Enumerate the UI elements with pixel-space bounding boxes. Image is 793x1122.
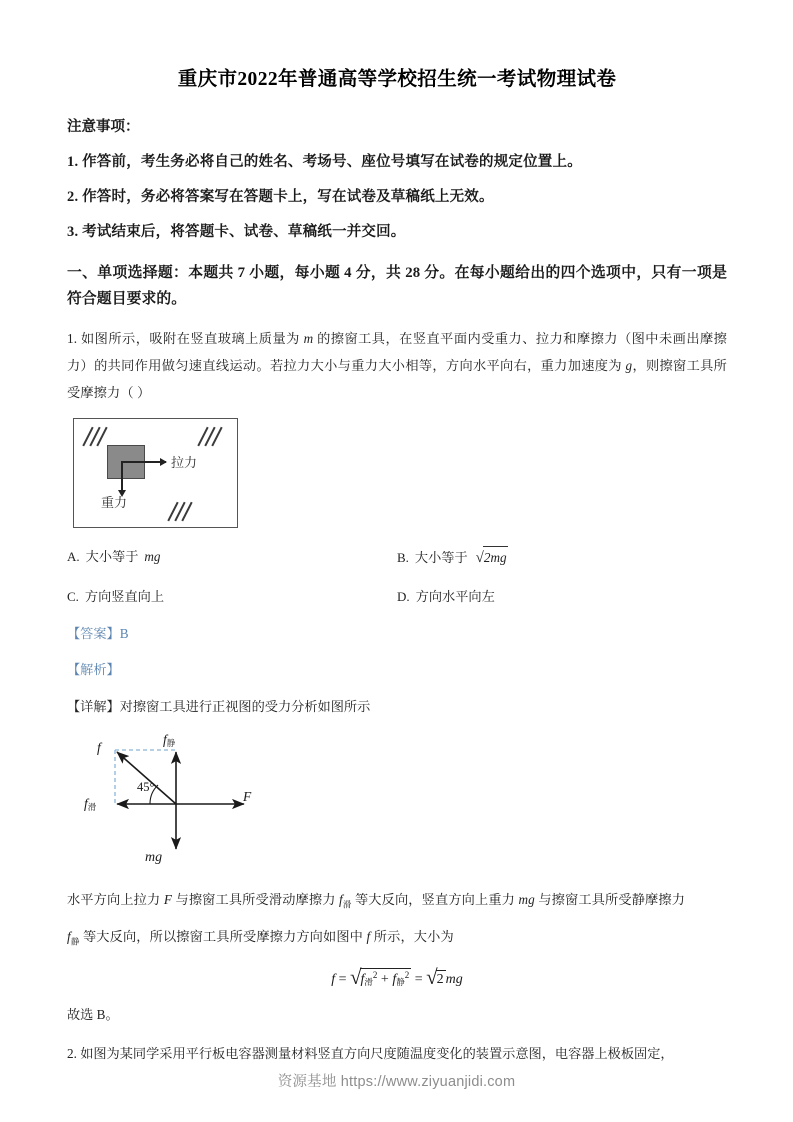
- detail-line: [67, 696, 727, 717]
- question-1-stem-part2: 的擦窗工具，在竖直平面内受重力、拉力和摩擦力（图中未画出摩擦力）的共同作用做匀速直线运动。若拉力大小与重力大小相等，方向水平向右，重力加速度为: [67, 331, 728, 373]
- option-row-cd: [67, 586, 727, 608]
- formula-term-2-sub: 静: [396, 977, 405, 987]
- sqrt-icon-rhs: [426, 965, 446, 989]
- exp-t3: 等大反向，竖直方向上重力: [354, 892, 516, 908]
- sqrt-icon-b: [474, 546, 508, 570]
- option-c-key: C.: [67, 589, 79, 605]
- exp2-f: f: [67, 929, 71, 945]
- exp-t4: 与擦窗工具所受静摩擦力: [538, 892, 686, 908]
- formula-lhs: f: [331, 972, 336, 987]
- radical-glyph-3: √: [426, 965, 438, 989]
- answer-label: 【答案】: [67, 626, 120, 642]
- option-b-label: 大小等于: [414, 550, 468, 566]
- option-a[interactable]: [67, 546, 397, 570]
- static-friction-symbol: f: [163, 732, 167, 748]
- detail-label: 【详解】: [67, 699, 120, 715]
- question-1-stem: [67, 326, 727, 406]
- option-a-math: mg: [144, 549, 161, 565]
- notice-item-1: 1. 作答前，考生务必将自己的姓名、考场号、座位号填写在试卷的规定位置上。: [67, 154, 582, 171]
- radical-glyph-2: √: [349, 965, 362, 989]
- resultant-friction-arrow: [117, 752, 176, 804]
- notice-item-2: 2. 作答时，务必将答案写在答题卡上，写在试卷及草稿纸上无效。: [67, 188, 494, 205]
- footer-watermark: 资源基地 https://www.ziyuanjidi.com: [277, 1074, 516, 1090]
- static-friction-label: [163, 732, 175, 749]
- option-b[interactable]: [397, 546, 727, 570]
- exp2-t2: 所示，大小为: [373, 929, 454, 945]
- explanation-paragraph-1: [67, 887, 727, 914]
- force-analysis-figure: [81, 727, 331, 877]
- question-2-stem: 2. 如图为某同学采用平行板电容器测量材料竖直方向尺度随温度变化的装置示意图，电容器上极板固定，: [67, 1046, 674, 1061]
- glass-hatch-icon-bottom-right: [169, 501, 195, 521]
- sqrt-icon-formula: [349, 965, 411, 989]
- option-a-label: 大小等于: [85, 549, 139, 565]
- question-1-stem-part1: 如图所示，吸附在竖直玻璃上质量为: [81, 331, 300, 347]
- explanation-paragraph-2: [67, 924, 727, 951]
- exp-f: f: [339, 892, 343, 908]
- exp-t1: 水平方向上拉力: [67, 892, 161, 908]
- section-heading: 一、单项选择题：本题共 7 小题，每小题 4 分，共 28 分。在每小题给出的四个选项中，只有一项是符合题目要求的。: [67, 265, 727, 307]
- pull-force-arrow: [121, 461, 166, 463]
- exp2-t1: 等大反向，所以擦窗工具所受摩擦力方向如图中: [82, 929, 364, 945]
- formula-term-2-sup: 2: [404, 970, 410, 980]
- option-b-math: 2mg: [483, 546, 508, 568]
- page-content: [67, 0, 727, 1066]
- option-d-key: D.: [397, 589, 410, 605]
- question-1-figure: [73, 418, 727, 528]
- force-diagram-svg: [81, 727, 331, 877]
- exp-f-sub-hua: 滑: [342, 900, 352, 911]
- window-glass-frame: [73, 418, 238, 528]
- formula-eq-1: =: [338, 972, 347, 987]
- resultant-friction-label: f: [97, 740, 101, 756]
- formula-eq-2: =: [414, 972, 423, 987]
- formula-term-1-sub: 滑: [364, 977, 373, 987]
- option-a-key: A.: [67, 549, 80, 565]
- exp2-f2: f: [366, 929, 371, 945]
- var-g: g: [625, 357, 633, 373]
- detail-text: 对擦窗工具进行正视图的受力分析如图所示: [119, 699, 371, 715]
- option-d[interactable]: [397, 586, 727, 608]
- question-1-number: 1.: [67, 331, 78, 347]
- sliding-friction-subscript: 滑: [87, 802, 97, 813]
- exp2-f-sub-jing: 静: [70, 936, 80, 947]
- formula-plus: +: [380, 972, 389, 987]
- option-row-ab: [67, 546, 727, 570]
- sliding-friction-symbol: f: [84, 796, 88, 812]
- question-1-stem-part3: ，则擦窗工具所受摩擦力（ ）: [67, 357, 727, 400]
- glass-hatch-icon-top-left: [84, 426, 110, 446]
- pull-force-label-2: F: [243, 789, 252, 805]
- static-friction-subscript: 静: [166, 738, 176, 749]
- exp-t2: 与擦窗工具所受滑动摩擦力: [175, 892, 336, 908]
- friction-magnitude-formula: [67, 965, 727, 989]
- sliding-friction-label: [84, 796, 96, 813]
- gravity-force-label: 重力: [101, 495, 128, 511]
- var-m: m: [303, 331, 314, 347]
- radicand-rhs: 2: [436, 972, 444, 987]
- formula-rhs-tail: mg: [445, 972, 463, 987]
- notice-item-3: 3. 考试结束后，将答题卡、试卷、草稿纸一并交回。: [67, 223, 406, 240]
- formula-term-1-sup: 2: [372, 970, 378, 980]
- answer-value: B: [119, 626, 129, 642]
- page-title: 重庆市2022年普通高等学校招生统一考试物理试卷: [177, 69, 617, 90]
- option-b-key: B.: [397, 550, 409, 566]
- option-c-label: 方向竖直向上: [84, 589, 165, 605]
- radicand: [360, 968, 412, 988]
- notice-heading: 注意事项：: [67, 119, 140, 136]
- formula-term-2: f: [392, 972, 397, 987]
- conclusion-line: 故选 B。: [67, 1007, 119, 1022]
- gravity-label-2: mg: [145, 850, 163, 866]
- pull-force-label: 拉力: [171, 455, 198, 471]
- answer-line: [67, 623, 727, 644]
- gravity-force-arrow: [121, 461, 123, 491]
- exp-mg: mg: [518, 892, 535, 908]
- angle-label: 45°: [137, 780, 155, 795]
- option-d-label: 方向水平向左: [415, 589, 495, 605]
- radical-glyph: √: [475, 550, 484, 567]
- glass-hatch-icon-top-right: [199, 426, 225, 446]
- formula-term-1: f: [360, 972, 365, 987]
- question-1-options: [67, 546, 727, 608]
- option-c[interactable]: [67, 586, 397, 608]
- exp-F: F: [163, 892, 173, 908]
- analysis-label: 【解析】: [67, 662, 120, 678]
